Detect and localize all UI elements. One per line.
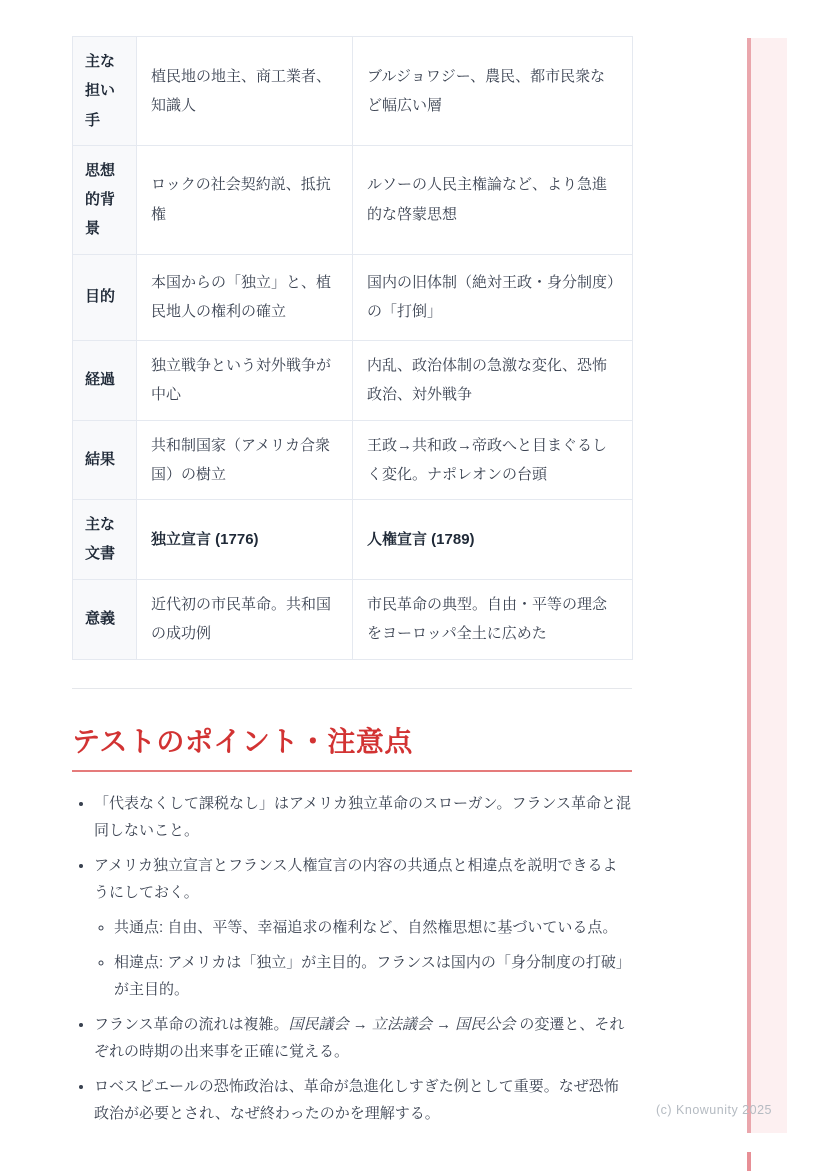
section-title-underline — [72, 770, 632, 772]
table-row — [73, 420, 633, 500]
row-label-result: 結果 — [73, 420, 137, 500]
row-label-purpose: 目的 — [73, 254, 137, 340]
table-row — [73, 340, 633, 420]
row-label-main-actors: 主な担い手 — [73, 37, 137, 146]
cell-america-significance: 近代初の市民革命。共和国の成功例 — [137, 579, 353, 659]
cell-france-purpose: 国内の旧体制（絶対王政・身分制度）の「打倒」 — [353, 254, 633, 340]
table-row — [73, 37, 633, 146]
cell-america-ideology: ロックの社会契約説、抵抗権 — [137, 145, 353, 254]
cell-america-documents: 独立宣言 (1776) — [137, 500, 353, 580]
section-divider — [72, 688, 632, 689]
row-label-process: 経過 — [73, 340, 137, 420]
cell-america-main-actors: 植民地の地主、商工業者、知識人 — [137, 37, 353, 146]
table-row — [73, 500, 633, 580]
list-item-text: の変遷と、それぞれの時期の出来事を正確に覚える。 — [94, 1016, 625, 1061]
list-item-text: 「代表なくして課税なし」はアメリカ独立革命のスローガン。フランス革命と混同しないこと。 — [94, 795, 632, 840]
table-row — [73, 254, 633, 340]
sub-list-item-text: 相違点: アメリカは「独立」が主目的。フランスは国内の「身分制度の打破」が主目的。 — [114, 954, 631, 999]
sub-list — [94, 914, 632, 1003]
next-page-band-tick — [747, 1152, 751, 1171]
sub-list-item-text: 共通点: 自由、平等、幸福追求の権利など、自然権思想に基づいている点。 — [114, 919, 618, 937]
cell-america-result: 共和制国家（アメリカ合衆国）の樹立 — [137, 420, 353, 500]
copyright-text: (c) Knowunity 2025 — [655, 1103, 772, 1117]
cell-france-significance: 市民革命の典型。自由・平等の理念をヨーロッパ全土に広めた — [353, 579, 633, 659]
cell-france-ideology: ルソーの人民主権論など、より急進的な啓蒙思想 — [353, 145, 633, 254]
row-label-significance: 意義 — [73, 579, 137, 659]
list-item — [94, 1011, 632, 1065]
cell-france-result: 王政→共和政→帝政へと目まぐるしく変化。ナポレオンの台頭 — [353, 420, 633, 500]
sub-list-item — [114, 914, 632, 941]
table-row — [73, 579, 633, 659]
cell-france-documents: 人権宣言 (1789) — [353, 500, 633, 580]
list-item — [94, 1073, 632, 1127]
list-item — [94, 790, 632, 844]
sub-list-item — [114, 949, 632, 1003]
cell-france-main-actors: ブルジョワジー、農民、都市民衆など幅広い層 — [353, 37, 633, 146]
row-label-ideology: 思想的背景 — [73, 145, 137, 254]
list-item-text: フランス革命の流れは複雑。 — [94, 1016, 289, 1034]
cell-america-process: 独立戦争という対外戦争が中心 — [137, 340, 353, 420]
cell-america-purpose: 本国からの「独立」と、植民地人の権利の確立 — [137, 254, 353, 340]
list-item-text: アメリカ独立宣言とフランス人権宣言の内容の共通点と相違点を説明できるようにしておく。 — [94, 857, 618, 902]
section-title: テストのポイント・注意点 — [72, 725, 413, 757]
list-item-text-italic: 国民議会 → 立法議会 → 国民公会 — [288, 1016, 516, 1034]
cell-france-process: 内乱、政治体制の急激な変化、恐怖政治、対外戦争 — [353, 340, 633, 420]
revolution-comparison-table — [72, 36, 633, 660]
table-row — [73, 145, 633, 254]
page-margin-band — [747, 38, 787, 1133]
list-item-text: ロベスピエールの恐怖政治は、革命が急進化しすぎた例として重要。なぜ恐怖政治が必要とされ、なぜ終わったのかを理解する。 — [94, 1078, 619, 1123]
test-points-list — [72, 790, 632, 1127]
page-content — [72, 36, 632, 1135]
list-item — [94, 852, 632, 1003]
row-label-documents: 主な文書 — [73, 500, 137, 580]
